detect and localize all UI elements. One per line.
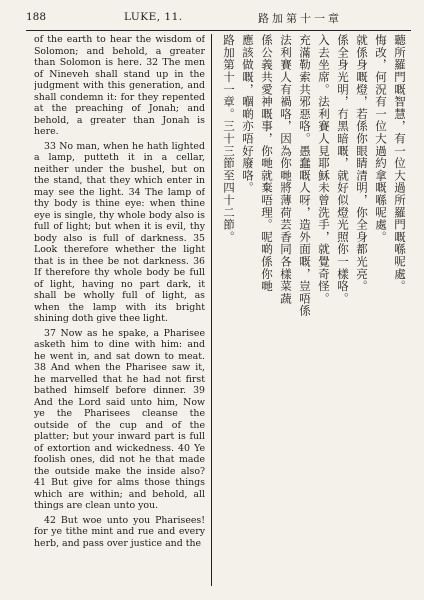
header-rule (26, 30, 411, 31)
english-paragraph: of the earth to hear the wisdom of Solomon; and behold, a greater than Solomon is here. 32 The men of Nineveh shall stand up in the judgment with this generation, and shall condemn it: for they repented at the preaching of Jonah; and behold, a greater than Jonah is here. (34, 34, 205, 137)
chinese-vertical-line: 法利賽人有禍咯，因為你哋將薄荷芸香同各樣菜蔬 (279, 34, 293, 305)
chinese-vertical-line: 應該做嘅，嗰啲亦唔好廢咯。 (241, 34, 255, 194)
chinese-vertical-line: 充滿勒索共邪惡咯。愚蠢嘅人呀，造外面嘅，豈唔係 (298, 34, 312, 317)
book-title: LUKE, 11. (124, 11, 183, 23)
page-number: 188 (26, 11, 47, 23)
chinese-vertical-line: 就係身嘅燈，若係你眼睛清明，你全身都光亮。 (355, 34, 369, 293)
chinese-vertical-line: 係公義共愛神嘅事，你哋就棄唔理。呢啲係你哋 (260, 34, 274, 293)
column-divider (211, 34, 212, 586)
chinese-vertical-line: 聽所羅門嘅智慧，有一位大過所羅門嘅喺呢處。 (393, 34, 407, 293)
chinese-vertical-line: 路加第十一章。三十三節至四十二節。 (222, 34, 236, 244)
page-header (26, 4, 411, 26)
chinese-text-column (219, 34, 407, 586)
chinese-vertical-line: 入去坐席。法利賽人見耶穌未曾洗手，就覺奇怪。 (317, 34, 331, 305)
english-paragraph: 33 No man, when he hath lighted a lamp, putteth it in a cellar, neither under the bushel, but on the stand, that they which enter in may see the light. 34 The lamp of thy body is thine eye: when thine eye is single, thy whole body also is full of light; but when it is evil, thy body also is full of darkness. 35 Look therefore whether the light that is in thee be not darkness. 36 If therefore thy whole body be full of light, having no part dark, it shall be wholly full of light, as when the lamp with its bright shining doth give thee light. (34, 140, 205, 324)
chinese-vertical-line: 係全身光明，冇黑暗嘅，就好似燈光照你一樣咯。 (336, 34, 350, 305)
chinese-running-title: 路加第十一章 (258, 12, 342, 25)
english-paragraph: 37 Now as he spake, a Pharisee asketh him to dine with him: and he went in, and sat down to meat. 38 And when the Pharisee saw it, he marvelled that he had not first bathed himself before dinner. 39 And the Lord said unto him, Now ye the Pharisees cleanse the outside of the cup and of the platter; but your inward part is full of extortion and wickedness. 40 Ye foolish ones, did not he that made the outside make the inside also? 41 But give for alms those things which are within; and behold, all things are clean unto you. (34, 327, 205, 511)
english-paragraph: 42 But woe unto you Pharisees! for ye tithe mint and rue and every herb, and pass over justice and the (34, 514, 205, 549)
chinese-vertical-line: 悔改，何況有一位大過約拿嘅喺呢處。 (374, 34, 388, 244)
english-text-column (34, 34, 205, 586)
